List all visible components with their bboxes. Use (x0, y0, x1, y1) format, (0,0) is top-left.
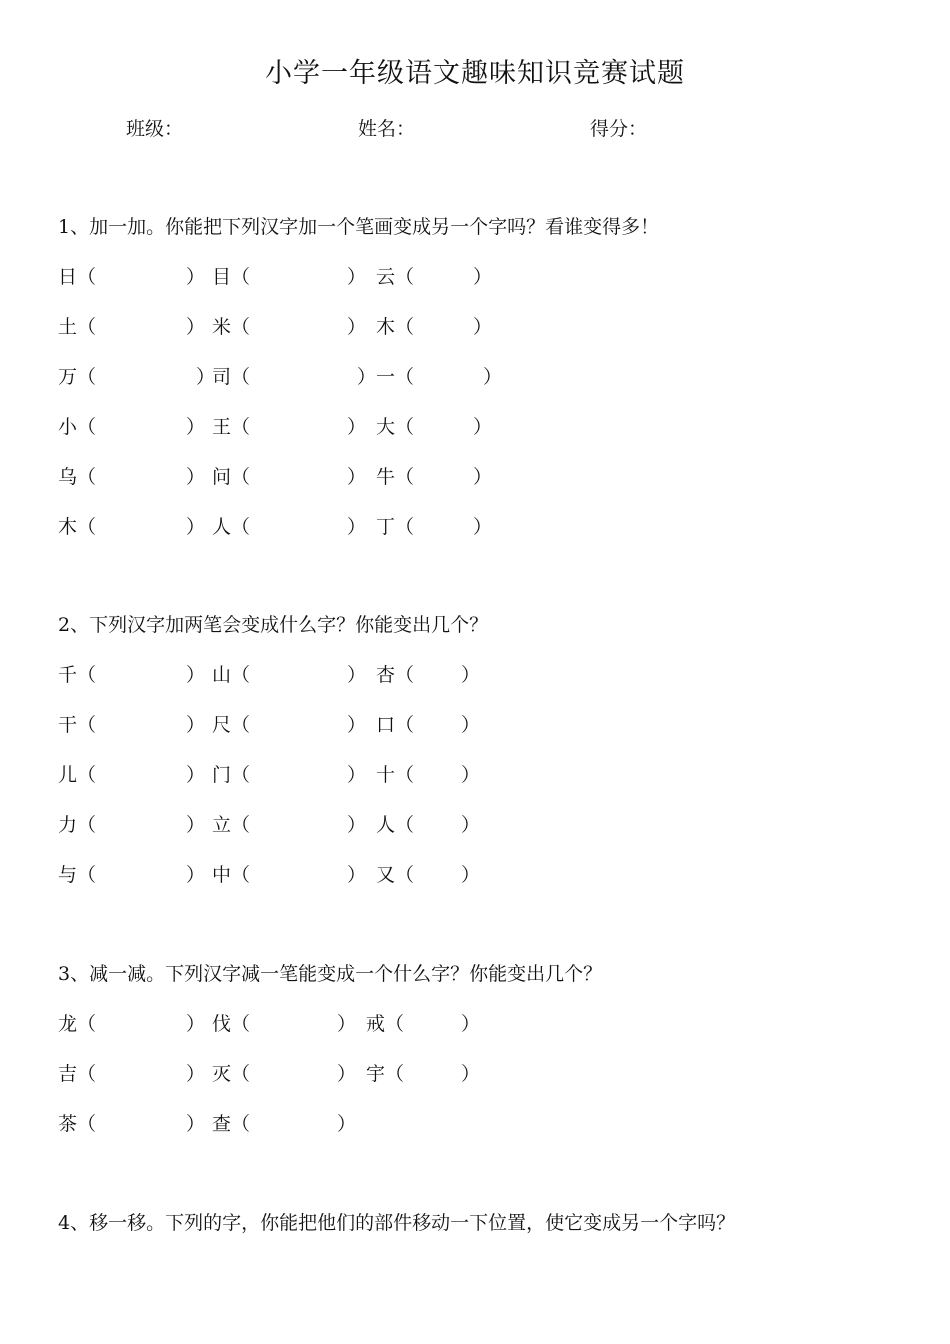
source-character: 人 (212, 516, 232, 538)
close-paren: ） (186, 1013, 206, 1035)
close-paren: ） (461, 814, 481, 836)
source-character: 十 (376, 764, 396, 786)
open-paren: （ (231, 1013, 251, 1035)
source-character: 万 (58, 366, 78, 388)
open-paren: （ (77, 416, 97, 438)
open-paren: （ (77, 814, 97, 836)
source-character: 茶 (58, 1113, 78, 1135)
answer-blank[interactable] (58, 364, 216, 390)
answer-blank[interactable] (58, 314, 206, 340)
close-paren: ） (473, 466, 493, 488)
name-label: 姓名： (358, 118, 416, 140)
source-character: 中 (212, 864, 232, 886)
open-paren: （ (77, 316, 97, 338)
open-paren: （ (77, 664, 97, 686)
answer-blank[interactable] (58, 514, 206, 540)
open-paren: （ (231, 664, 251, 686)
answer-blank[interactable] (58, 862, 206, 888)
answer-blank[interactable] (376, 662, 481, 688)
close-paren: ） (186, 466, 206, 488)
close-paren: ） (347, 764, 367, 786)
source-character: 一 (376, 366, 396, 388)
answer-blank[interactable] (376, 414, 493, 440)
open-paren: （ (231, 516, 251, 538)
answer-blank[interactable] (212, 1011, 357, 1037)
close-paren: ） (461, 764, 481, 786)
open-paren: （ (77, 1063, 97, 1085)
answer-blank[interactable] (376, 314, 493, 340)
source-character: 千 (58, 664, 78, 686)
close-paren: ） (337, 1063, 357, 1085)
close-paren: ） (186, 1063, 206, 1085)
open-paren: （ (395, 466, 415, 488)
answer-blank[interactable] (212, 414, 367, 440)
close-paren: ） (357, 366, 377, 388)
open-paren: （ (77, 864, 97, 886)
open-paren: （ (395, 714, 415, 736)
close-paren: ） (347, 266, 367, 288)
open-paren: （ (395, 814, 415, 836)
open-paren: （ (385, 1063, 405, 1085)
open-paren: （ (231, 416, 251, 438)
open-paren: （ (77, 1013, 97, 1035)
source-character: 宇 (366, 1063, 386, 1085)
close-paren: ） (347, 714, 367, 736)
class-label: 班级： (126, 118, 184, 140)
close-paren: ） (473, 266, 493, 288)
question-row (58, 514, 658, 540)
question-row (58, 862, 658, 888)
close-paren: ） (196, 366, 216, 388)
answer-blank[interactable] (58, 712, 206, 738)
source-character: 木 (376, 316, 396, 338)
source-character: 吉 (58, 1063, 78, 1085)
open-paren: （ (77, 266, 97, 288)
open-paren: （ (395, 664, 415, 686)
source-character: 米 (212, 316, 232, 338)
question-row (58, 1061, 658, 1087)
answer-blank[interactable] (212, 264, 367, 290)
question-4-prompt: 4、移一移。下列的字，你能把他们的部件移动一下位置，使它变成另一个字吗？ (58, 1212, 736, 1234)
open-paren: （ (395, 266, 415, 288)
close-paren: ） (473, 316, 493, 338)
open-paren: （ (231, 316, 251, 338)
open-paren: （ (77, 366, 97, 388)
answer-blank[interactable] (212, 464, 367, 490)
close-paren: ） (347, 516, 367, 538)
source-character: 牛 (376, 466, 396, 488)
open-paren: （ (231, 714, 251, 736)
open-paren: （ (231, 266, 251, 288)
open-paren: （ (385, 1013, 405, 1035)
answer-blank[interactable] (212, 514, 367, 540)
answer-blank[interactable] (58, 812, 206, 838)
close-paren: ） (186, 814, 206, 836)
open-paren: （ (231, 1113, 251, 1135)
source-character: 山 (212, 664, 232, 686)
source-character: 目 (212, 266, 232, 288)
open-paren: （ (77, 764, 97, 786)
open-paren: （ (231, 764, 251, 786)
close-paren: ） (337, 1113, 357, 1135)
open-paren: （ (231, 1063, 251, 1085)
answer-blank[interactable] (58, 1011, 206, 1037)
open-paren: （ (77, 516, 97, 538)
answer-blank[interactable] (376, 514, 493, 540)
question-row (58, 1111, 658, 1137)
close-paren: ） (186, 416, 206, 438)
open-paren: （ (231, 366, 251, 388)
question-2-prompt: 2、下列汉字加两笔会变成什么字？你能变出几个？ (58, 614, 489, 636)
answer-blank[interactable] (376, 862, 481, 888)
source-character: 灭 (212, 1063, 232, 1085)
source-character: 门 (212, 764, 232, 786)
answer-blank[interactable] (366, 1011, 481, 1037)
answer-blank[interactable] (58, 264, 206, 290)
source-character: 丁 (376, 516, 396, 538)
source-character: 尺 (212, 714, 232, 736)
open-paren: （ (231, 864, 251, 886)
open-paren: （ (395, 316, 415, 338)
source-character: 又 (376, 864, 396, 886)
source-character: 干 (58, 714, 78, 736)
open-paren: （ (77, 1113, 97, 1135)
name-field[interactable] (358, 116, 415, 142)
close-paren: ） (347, 466, 367, 488)
question-row (58, 264, 658, 290)
close-paren: ） (186, 316, 206, 338)
question-row (58, 812, 658, 838)
class-field[interactable] (126, 116, 183, 142)
question-row (58, 712, 658, 738)
answer-blank[interactable] (212, 762, 367, 788)
question-row (58, 364, 658, 390)
source-character: 人 (376, 814, 396, 836)
answer-blank[interactable] (58, 1061, 206, 1087)
close-paren: ） (347, 316, 367, 338)
source-character: 查 (212, 1113, 232, 1135)
close-paren: ） (461, 664, 481, 686)
answer-blank[interactable] (212, 812, 367, 838)
answer-blank[interactable] (376, 264, 493, 290)
answer-blank[interactable] (376, 712, 481, 738)
open-paren: （ (395, 764, 415, 786)
question-row (58, 414, 658, 440)
answer-blank[interactable] (212, 712, 367, 738)
answer-blank[interactable] (58, 414, 206, 440)
open-paren: （ (395, 864, 415, 886)
score-label: 得分： (590, 118, 648, 140)
open-paren: （ (231, 466, 251, 488)
open-paren: （ (395, 516, 415, 538)
open-paren: （ (231, 814, 251, 836)
answer-blank[interactable] (376, 762, 481, 788)
answer-blank[interactable] (376, 364, 503, 390)
source-character: 力 (58, 814, 78, 836)
answer-blank[interactable] (58, 1111, 206, 1137)
answer-blank[interactable] (212, 1111, 357, 1137)
close-paren: ） (473, 516, 493, 538)
answer-blank[interactable] (212, 1061, 357, 1087)
close-paren: ） (186, 266, 206, 288)
question-3-prompt: 3、减一减。下列汉字减一笔能变成一个什么字？你能变出几个？ (58, 963, 603, 985)
question-row (58, 464, 658, 490)
close-paren: ） (186, 864, 206, 886)
open-paren: （ (395, 366, 415, 388)
source-character: 司 (212, 366, 232, 388)
close-paren: ） (186, 664, 206, 686)
open-paren: （ (77, 466, 97, 488)
answer-blank[interactable] (212, 314, 367, 340)
source-character: 小 (58, 416, 78, 438)
answer-blank[interactable] (58, 464, 206, 490)
question-row (58, 314, 658, 340)
close-paren: ） (347, 864, 367, 886)
close-paren: ） (186, 1113, 206, 1135)
close-paren: ） (461, 1013, 481, 1035)
source-character: 大 (376, 416, 396, 438)
open-paren: （ (77, 714, 97, 736)
close-paren: ） (461, 714, 481, 736)
source-character: 立 (212, 814, 232, 836)
answer-blank[interactable] (58, 662, 206, 688)
score-field[interactable] (590, 116, 647, 142)
answer-blank[interactable] (212, 662, 367, 688)
close-paren: ） (461, 1063, 481, 1085)
source-character: 杏 (376, 664, 396, 686)
answer-blank[interactable] (376, 464, 493, 490)
close-paren: ） (347, 416, 367, 438)
source-character: 土 (58, 316, 78, 338)
source-character: 口 (376, 714, 396, 736)
source-character: 日 (58, 266, 78, 288)
close-paren: ） (461, 864, 481, 886)
close-paren: ） (337, 1013, 357, 1035)
close-paren: ） (483, 366, 503, 388)
close-paren: ） (186, 516, 206, 538)
answer-blank[interactable] (212, 862, 367, 888)
answer-blank[interactable] (376, 812, 481, 838)
source-character: 云 (376, 266, 396, 288)
answer-blank[interactable] (366, 1061, 481, 1087)
answer-blank[interactable] (58, 762, 206, 788)
answer-blank[interactable] (212, 364, 377, 390)
source-character: 戒 (366, 1013, 386, 1035)
close-paren: ） (186, 714, 206, 736)
close-paren: ） (186, 764, 206, 786)
question-row (58, 662, 658, 688)
source-character: 乌 (58, 466, 78, 488)
close-paren: ） (473, 416, 493, 438)
question-row (58, 762, 658, 788)
source-character: 龙 (58, 1013, 78, 1035)
close-paren: ） (347, 814, 367, 836)
question-row (58, 1011, 658, 1037)
question-1-prompt: 1、加一加。你能把下列汉字加一个笔画变成另一个字吗？看谁变得多！ (58, 216, 660, 238)
close-paren: ） (347, 664, 367, 686)
source-character: 木 (58, 516, 78, 538)
source-character: 伐 (212, 1013, 232, 1035)
source-character: 儿 (58, 764, 78, 786)
source-character: 王 (212, 416, 232, 438)
page-title: 小学一年级语文趣味知识竞赛试题 (265, 58, 685, 89)
source-character: 问 (212, 466, 232, 488)
source-character: 与 (58, 864, 78, 886)
open-paren: （ (395, 416, 415, 438)
